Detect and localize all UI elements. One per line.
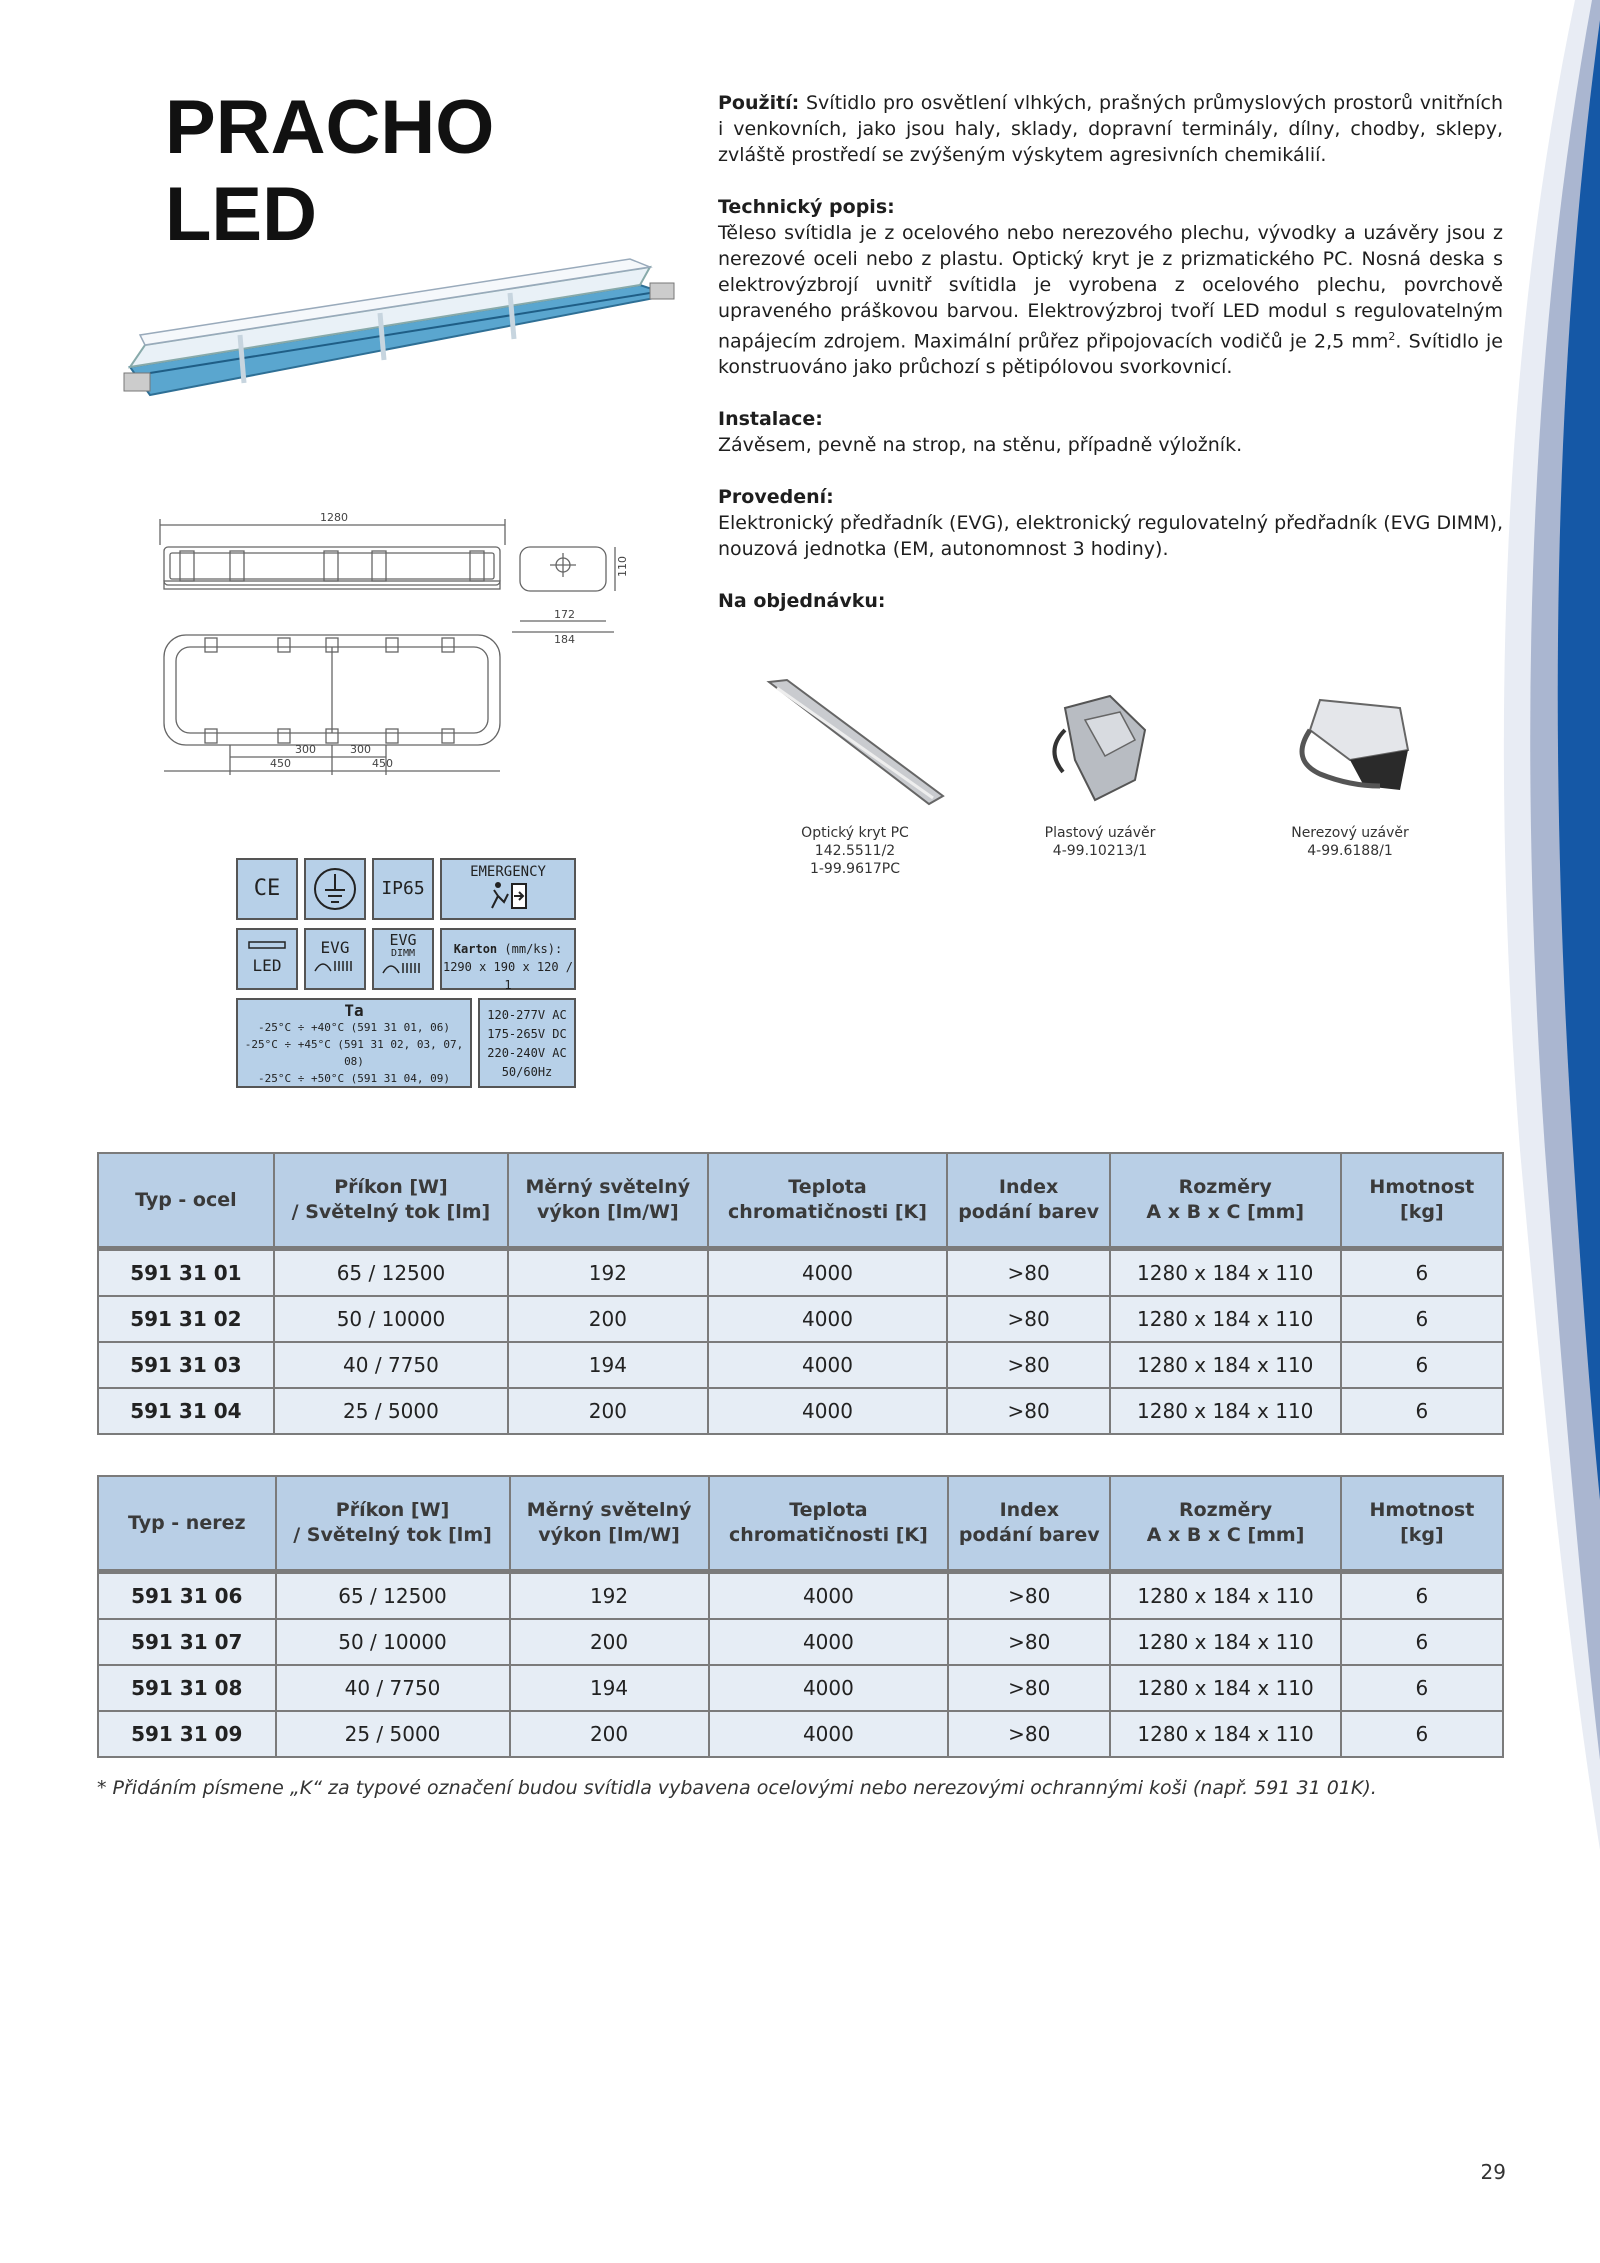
column-header: Teplota chromatičnosti [K] [708,1153,948,1249]
table-cell: 65 / 12500 [274,1249,508,1297]
table-cell: 1280 x 184 x 110 [1110,1249,1341,1297]
on-order-heading: Na objednávku: [718,590,886,613]
technical-drawing [150,505,650,785]
table-row [98,1711,1503,1757]
table-cell: 50 / 10000 [274,1296,508,1342]
table-row [98,1342,1503,1388]
table-row [98,1619,1503,1665]
luminaire-product-image [120,255,680,415]
dim-spacing-2: 300 [350,743,371,756]
column-header: Měrný světelný výkon [lm/W] [510,1476,709,1572]
column-header: Hmotnost [kg] [1341,1153,1503,1249]
table-cell: 6 [1341,1296,1503,1342]
column-header: Typ - ocel [98,1153,274,1249]
table-cell: >80 [948,1665,1110,1711]
table-cell: 6 [1341,1665,1503,1711]
accessory-code: 4-99.6188/1 [1307,843,1393,859]
column-header: Příkon [W] / Světelný tok [lm] [276,1476,510,1572]
table-cell: 194 [510,1665,709,1711]
table-cell: 192 [508,1249,707,1297]
usage-paragraph: Použití: Svítidlo pro osvětlení vlhkých, prašných průmyslových prostorů vnitřních i venkovních, jako jsou haly, sklady, dopravní terminály, dílny, chodby, sklepy, zvláště prostředí se zvýšeným výskytem agresivních chemikálií. [718,92,1503,166]
table-cell: 1280 x 184 x 110 [1110,1388,1341,1434]
stainless-variants-table [97,1475,1504,1758]
table-cell: >80 [947,1249,1109,1297]
installation-paragraph: Instalace: Závěsem, pevně na strop, na stěnu, případně výložník. [718,408,1243,457]
accessory-name: Nerezový uzávěr [1291,825,1409,841]
accessory-name: Optický kryt PC [801,825,909,841]
table-row [98,1249,1503,1297]
table-cell: 200 [510,1711,709,1757]
column-header: Index podání barev [948,1476,1110,1572]
accessory-stainless-clip [1250,690,1450,860]
table-cell: 6 [1341,1342,1503,1388]
table-cell: >80 [947,1388,1109,1434]
table-cell: 4000 [709,1619,949,1665]
table-cell: 4000 [709,1665,949,1711]
packaging-info: Karton (mm/ks): 1290 x 190 x 120 / 1 [440,928,576,990]
table-cell: 200 [508,1296,707,1342]
column-header: Měrný světelný výkon [lm/W] [508,1153,707,1249]
accessory-name: Plastový uzávěr [1044,825,1156,841]
dim-half-1: 450 [270,757,291,770]
technical-paragraph: Technický popis: Těleso svítidla je z ocelového nebo nerezového plechu, vývodky a uzávěry jsou z nerezové oceli nebo z plastu. Optický kryt je z prizmatického PC. Nosná deska s elektrovýzbrojí uvnitř svítidla je vyrobena z ocelového plechu, povrchově upraveného práškovou barvou. Elektrovýzbroj tvoří LED modul s regulovatelným napájecím zdrojem. Maximální průřez připojovacích vodičů je 2,5 $mm^2$. Svítidlo je konstruováno jako průchozí s pětipólovou svorkovnicí. [718,196,1503,379]
ip65-badge: IP65 [372,858,434,920]
page-title: PRACHO LED [165,85,495,257]
ground-symbol-icon [304,858,366,920]
column-header: Rozměry A x B x C [mm] [1110,1476,1340,1572]
accessory-code: 1-99.9617PC [809,861,901,877]
accessory-plastic-clip [1000,690,1200,860]
table-row [98,1572,1503,1620]
table-cell: >80 [947,1342,1109,1388]
table-row [98,1296,1503,1342]
column-header: Index podání barev [947,1153,1109,1249]
table-cell: 40 / 7750 [276,1665,510,1711]
table-cell: 1280 x 184 x 110 [1110,1572,1340,1620]
table-cell: 194 [508,1342,707,1388]
stainless-clip-icon [1280,690,1420,818]
table-cell: 6 [1341,1711,1503,1757]
optical-cover-icon [765,678,945,818]
table-cell: 200 [508,1388,707,1434]
table-cell: 1280 x 184 x 110 [1110,1711,1340,1757]
type-code-cell: 591 31 03 [98,1342,274,1388]
table-cell: 40 / 7750 [274,1342,508,1388]
column-header: Příkon [W] / Světelný tok [lm] [274,1153,508,1249]
table-cell: 6 [1341,1249,1503,1297]
table-cell: 4000 [708,1342,948,1388]
table-row [98,1665,1503,1711]
table-cell: 25 / 5000 [276,1711,510,1757]
evg-badge: EVG [304,928,366,990]
table-cell: 1280 x 184 x 110 [1110,1619,1340,1665]
dim-half-2: 450 [372,757,393,770]
table-cell: 1280 x 184 x 110 [1110,1665,1340,1711]
type-code-cell: 591 31 04 [98,1388,274,1434]
plastic-clip-icon [1035,690,1165,818]
description [718,90,1503,640]
page-number: 29 [1480,2160,1506,2184]
type-code-cell: 591 31 07 [98,1619,276,1665]
column-header: Typ - nerez [98,1476,276,1572]
emergency-exit-icon: EMERGENCY [440,858,576,920]
table-cell: 4000 [709,1572,949,1620]
table-cell: 6 [1341,1388,1503,1434]
table-cell: 25 / 5000 [274,1388,508,1434]
table-cell: 65 / 12500 [276,1572,510,1620]
dim-length: 1280 [320,511,348,524]
type-code-cell: 591 31 06 [98,1572,276,1620]
ce-mark-icon: CE [236,858,298,920]
voltage-info: 120-277V AC 175-265V DC 220-240V AC 50/60Hz [478,998,576,1088]
table-cell: 50 / 10000 [276,1619,510,1665]
table-cell: 4000 [708,1388,948,1434]
table-cell: >80 [948,1619,1110,1665]
steel-variants-table [97,1152,1504,1435]
accessory-code: 142.5511/2 [814,843,896,859]
type-code-cell: 591 31 08 [98,1665,276,1711]
table-cell: 6 [1341,1619,1503,1665]
dim-height: 110 [616,556,629,577]
dim-width-outer: 184 [554,633,575,646]
evg-dimm-badge: EVG DIMM [372,928,434,990]
table-cell: 6 [1341,1572,1503,1620]
ambient-temperature-info: Ta -25°C ÷ +40°C (591 31 01, 06) -25°C ÷ +45°C (591 31 02, 03, 07, 08) -25°C ÷ +50°C (591 31 04, 09) [236,998,472,1088]
variants-paragraph: Provedení: Elektronický předřadník (EVG), elektronický regulovatelný předřadník (EVG DIMM), nouzová jednotka (EM, autonomnost 3 hodiny). [718,486,1503,561]
table-cell: 1280 x 184 x 110 [1110,1342,1341,1388]
accessory-optical-cover [765,678,945,878]
column-header: Teplota chromatičnosti [K] [709,1476,949,1572]
table-cell: 1280 x 184 x 110 [1110,1296,1341,1342]
footnote: * Přidáním písmene „K“ za typové označení budou svítidla vybavena ocelovými nebo nerezovými ochrannými koši (např. 591 31 01K). [97,1777,1377,1799]
table-row [98,1388,1503,1434]
dim-width-inner: 172 [554,608,575,621]
table-cell: >80 [948,1572,1110,1620]
table-cell: 4000 [708,1296,948,1342]
table-cell: 200 [510,1619,709,1665]
table-cell: 4000 [708,1249,948,1297]
type-code-cell: 591 31 02 [98,1296,274,1342]
column-header: Hmotnost [kg] [1341,1476,1503,1572]
table-cell: 4000 [709,1711,949,1757]
type-code-cell: 591 31 01 [98,1249,274,1297]
type-code-cell: 591 31 09 [98,1711,276,1757]
table-cell: >80 [948,1711,1110,1757]
accessory-code: 4-99.10213/1 [1052,843,1148,859]
table-cell: 192 [510,1572,709,1620]
column-header: Rozměry A x B x C [mm] [1110,1153,1341,1249]
dim-spacing-1: 300 [295,743,316,756]
table-cell: >80 [947,1296,1109,1342]
led-badge: LED [236,928,298,990]
